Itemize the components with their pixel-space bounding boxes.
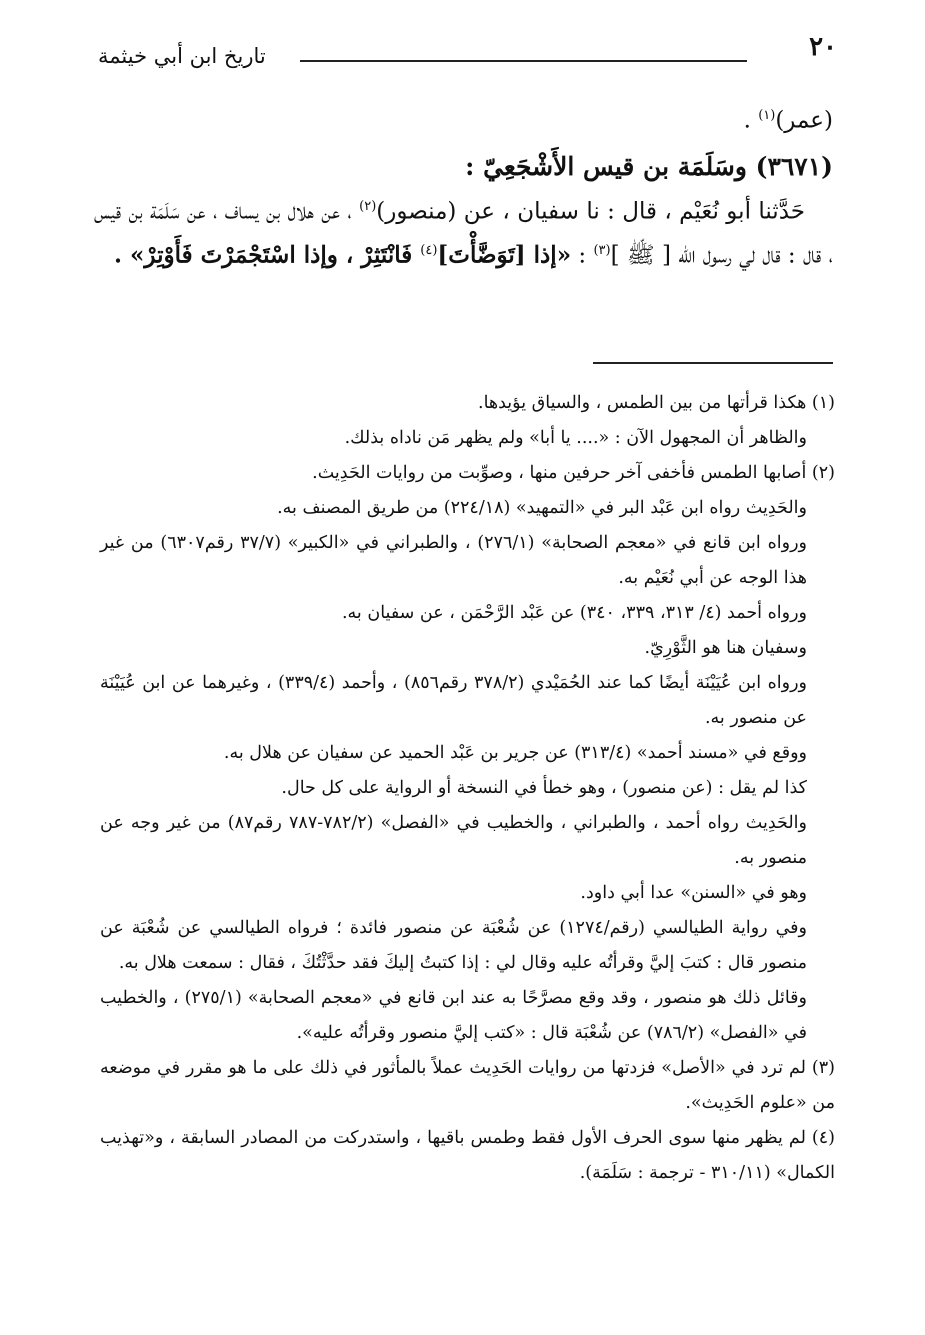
footnote-2-paragraph: والحَدِيث رواه ابن عَبْد البر في «التمهيد» (٢٢٤/١٨) من طريق المصنف به. <box>277 498 807 518</box>
entry-heading: (٣٦٧١) وسَلَمَة بن قيس الأَشْجَعِيّ : <box>465 151 833 181</box>
footnote-2-paragraph: كذا لم يقل : (عن منصور) ، وهو خطأ في النسخة أو الرواية على كل حال. <box>281 778 807 798</box>
footnote-4: (٤) لم يظهر منها سوى الحرف الأول فقط وطمس باقيها ، واستدركت من المصادر السابقة ، و«تهذيب الكمال» (٣١٠/١١ - ترجمة : سَلَمَة). <box>100 1128 835 1183</box>
main-text <box>94 96 833 276</box>
fragment-line <box>94 96 833 141</box>
isnad-part-3: : <box>571 242 594 269</box>
footnote-2-paragraph: وسفيان هنا هو الثَّوْرِيّ. <box>644 638 807 658</box>
isnad-part-2: ، عن هلال بن يساف ، عن سَلَمَة بن قيس ، قال : قال لي رسول الله [ ﷺ ] <box>94 198 833 269</box>
page-number: ٢٠ <box>809 32 837 62</box>
footnote-ref-1: (١) <box>758 108 776 123</box>
fragment-end: . <box>743 107 759 134</box>
footnote-1: (١) هكذا قرأتها من بين الطمس ، والسياق يؤيدها. <box>478 393 835 413</box>
footnote-2-paragraph: ووقع في «مسند أحمد» (٣١٣/٤) عن جرير بن عَبْد الحميد عن سفيان عن هلال به. <box>223 743 807 763</box>
matn-part-1: «إذا [تَوَضَّأْتَ] <box>437 241 572 269</box>
footnote-2-paragraph: وقائل ذلك هو منصور ، وقد وقع مصرَّحًا به عند ابن قانع في «معجم الصحابة» (٢٧٥/١) ، والخطيب في «الفصل» (٧٨٦/٢) عن شُعْبَة قال : «كتب إليَّ منصور وقرأتُه عليه». <box>100 988 807 1043</box>
footnotes <box>100 386 835 1191</box>
footnote-2-paragraph: ورواه ابن عُيَيْنَة أيضًا كما عند الحُمَيْدي (٣٧٨/٢ رقم٨٥٦) ، وأحمد (٣٣٩/٤) ، وغيرهما عن ابن عُيَيْنَة عن منصور به. <box>100 673 807 728</box>
isnad-part-1: حَدَّثنا أبو نُعَيْم ، قال : نا سفيان ، عن (منصور) <box>376 198 805 225</box>
footnote-ref-2: (٢) <box>359 198 377 214</box>
footnote-ref-4: (٤) <box>420 243 438 259</box>
header-rule <box>300 60 747 62</box>
footnote-ref-3: (٣) <box>593 243 611 259</box>
footnote-2-paragraph: والحَدِيث رواه أحمد ، والطبراني ، والخطيب في «الفصل» (٧٨٢/٢-٧٨٧ رقم٨٧) من غير وجه عن منصور به. <box>100 813 807 868</box>
footnote-2-paragraph: وفي رواية الطيالسي (رقم/١٢٧٤) عن شُعْبَة عن منصور فائدة ؛ فرواه الطيالسي عن شُعْبَة عن منصور قال : كتبَ إليَّ وقرأتُه عليه وقال لي : إذا كتبتُ إليكَ فقد حدَّثْتُكَ ، فقال : سمعت هلال به. <box>100 918 807 973</box>
footnote-2: (٢) أصابها الطمس فأخفى آخر حرفين منها ، وصوِّبت من روايات الحَدِيث. <box>312 463 835 483</box>
fragment-text: (عمر) <box>775 107 833 134</box>
page-header <box>0 30 925 80</box>
matn-part-2: فَانْتَثِرْ ، وإذا اسْتَجْمَرْتَ فَأَوْتِرْ» . <box>114 241 421 269</box>
footnote-2-paragraph: وهو في «السنن» عدا أبي داود. <box>580 883 807 903</box>
footnote-rule <box>593 362 833 364</box>
footnote-3: (٣) لم ترد في «الأصل» فزدتها من روايات الحَدِيث عملاً بالمأثور في ذلك على ما هو مقرر في موضعه من «علوم الحَدِيث». <box>100 1058 835 1113</box>
footnote-2-paragraph: ورواه أحمد (٤/ ٣١٣، ٣٣٩، ٣٤٠) عن عَبْد الرَّحْمَن ، عن سفيان به. <box>341 603 807 623</box>
footnote-2-paragraph: ورواه ابن قانع في «معجم الصحابة» (٢٧٦/١) ، والطبراني في «الكبير» (٣٧/٧ رقم٦٣٠٧) من غير هذا الوجه عن أبي نُعَيْم به. <box>100 533 807 588</box>
running-title: تاريخ ابن أبي خيثمة <box>98 44 266 68</box>
footnote-1-continued: والظاهر أن المجهول الآن : «.... يا أبا» ولم يظهر مَن ناداه بذلك. <box>344 428 807 448</box>
hadith-text <box>94 187 833 276</box>
